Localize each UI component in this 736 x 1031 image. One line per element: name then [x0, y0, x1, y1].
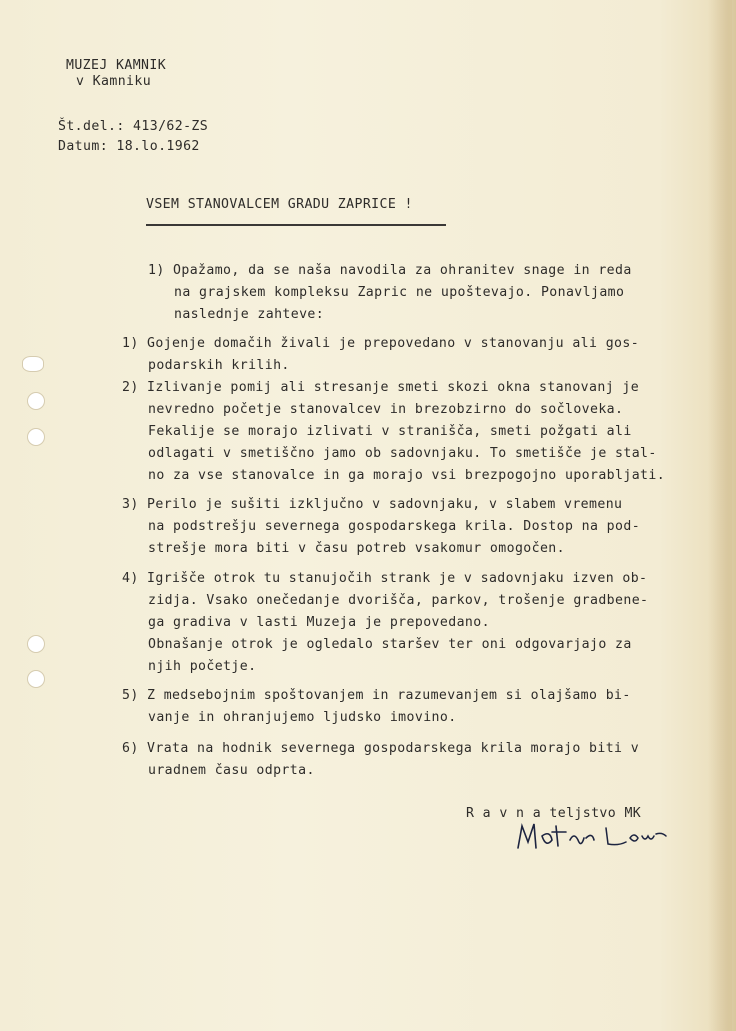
intro-line: 1) Opažamo, da se naša navodila za ohranitev snage in reda	[148, 263, 632, 278]
institution-name: MUZEJ KAMNIK	[66, 58, 167, 73]
punch-hole	[27, 428, 45, 446]
rule-2-line: nevredno početje stanovalcev in brezobzirno do sočloveka.	[148, 402, 624, 417]
punch-hole	[27, 635, 45, 653]
handwritten-signature	[514, 818, 674, 854]
rule-4-line: 4) Igrišče otrok tu stanujočih strank je v sadovnjaku izven ob-	[122, 571, 648, 586]
intro-line: naslednje zahteve:	[174, 307, 325, 322]
rule-2-line: 2) Izlivanje pomij ali stresanje smeti skozi okna stanovanj je	[122, 380, 640, 395]
rule-3-line: na podstrešju severnega gospodarskega krila. Dostop na pod-	[148, 519, 641, 534]
punch-hole	[27, 670, 45, 688]
rule-6-line: uradnem času odprta.	[148, 763, 315, 778]
document-title: VSEM STANOVALCEM GRADU ZAPRICE !	[146, 197, 413, 212]
rule-2-line: Fekalije se morajo izlivati v straniščа, smeti požgati ali	[148, 424, 632, 439]
signature-label: R a v n a teljstvo MK	[466, 806, 642, 821]
institution-location: v Kamniku	[76, 74, 152, 89]
title-underline	[146, 224, 446, 226]
rule-1-line: 1) Gojenje domačih živali je prepovedano v stanovanju ali gos-	[122, 336, 640, 351]
rule-3-line: 3) Perilo je sušiti izključno v sadovnjaku, v slabem vremenu	[122, 497, 623, 512]
intro-line: na grajskem kompleksu Zapric ne upoštevajo. Ponavljamo	[174, 285, 625, 300]
rule-6-line: 6) Vrata na hodnik severnega gospodarskega krila morajo biti v	[122, 741, 640, 756]
rule-1-line: podarskih krilih.	[148, 358, 290, 373]
document-date: Datum: 18.lo.1962	[58, 139, 200, 154]
punch-hole	[27, 392, 45, 410]
rule-4-line: zidja. Vsako onečedanje dvorišča, parkov, trošenje gradbene-	[148, 593, 649, 608]
paper-edge-shadow	[708, 0, 736, 1031]
rule-2-line: odlagati v smetiščno jamo ob sadovnjaku. To smetišče je stal-	[148, 446, 657, 461]
punch-hole	[22, 356, 44, 372]
rule-4-line: ga gradiva v lasti Muzeja je prepovedano.	[148, 615, 490, 630]
rule-5-line: vanje in ohranjujemo ljudsko imovino.	[148, 710, 457, 725]
rule-3-line: strešje mora biti v času potreb vsakomur omogočen.	[148, 541, 565, 556]
rule-2-line: no za vse stanovalce in ga morajo vsi brezpogojno uporabljati.	[148, 468, 666, 483]
reference-number: Št.del.: 413/62-ZS	[58, 119, 209, 134]
rule-5-line: 5) Z medsebojnim spoštovanjem in razumevanjem si olajšamo bi-	[122, 688, 631, 703]
rule-4-line: Obnašanje otrok je ogledalo staršev ter oni odgovarjajo za	[148, 637, 632, 652]
rule-4-line: njih početje.	[148, 659, 257, 674]
